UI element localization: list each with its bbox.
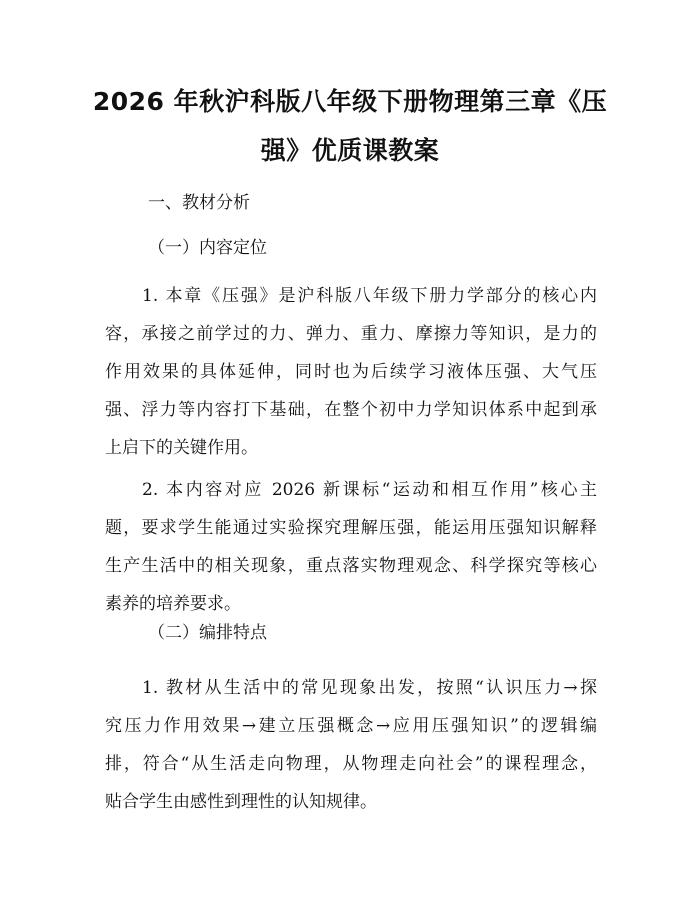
paragraph-2-line-3: 生产生活中的相关现象，重点落实物理观念、科学探究等核心 [105,556,597,576]
paragraph-1-line-3: 作用效果的具体延伸，同时也为后续学习液体压强、大气压 [105,362,597,382]
paragraph-2-line-1: 2. 本内容对应 2026 新课标“运动和相互作用”核心主 [142,480,597,500]
document-title-line-2: 强》优质课教案 [260,136,440,165]
document-title-line-1: 2026 年秋沪科版八年级下册物理第三章《压 [92,87,608,116]
paragraph-1-line-5: 上启下的关键作用。 [105,438,258,458]
paragraph-3-line-1: 1. 教材从生活中的常见现象出发，按照“认识压力→探 [142,678,597,698]
subsection-heading-content-positioning: （一）内容定位 [148,238,267,258]
paragraph-3-line-2: 究压力作用效果→建立压强概念→应用压强知识”的逻辑编 [105,716,597,736]
paragraph-2-line-4: 素养的培养要求。 [105,594,241,614]
paragraph-3-line-3: 排，符合“从生活走向物理，从物理走向社会”的课程理念， [105,754,597,774]
paragraph-1-line-4: 强、浮力等内容打下基础，在整个初中力学知识体系中起到承 [105,400,597,420]
paragraph-3-line-4: 贴合学生由感性到理性的认知规律。 [105,792,377,812]
paragraph-2-line-2: 题，要求学生能通过实验探究理解压强，能运用压强知识解释 [105,518,597,538]
paragraph-1-line-2: 容，承接之前学过的力、弹力、重力、摩擦力等知识，是力的 [105,324,597,344]
paragraph-1-line-1: 1. 本章《压强》是沪科版八年级下册力学部分的核心内 [142,286,597,306]
section-heading-teaching-material-analysis: 一、教材分析 [148,193,250,213]
subsection-heading-arrangement-features: （二）编排特点 [148,623,267,643]
